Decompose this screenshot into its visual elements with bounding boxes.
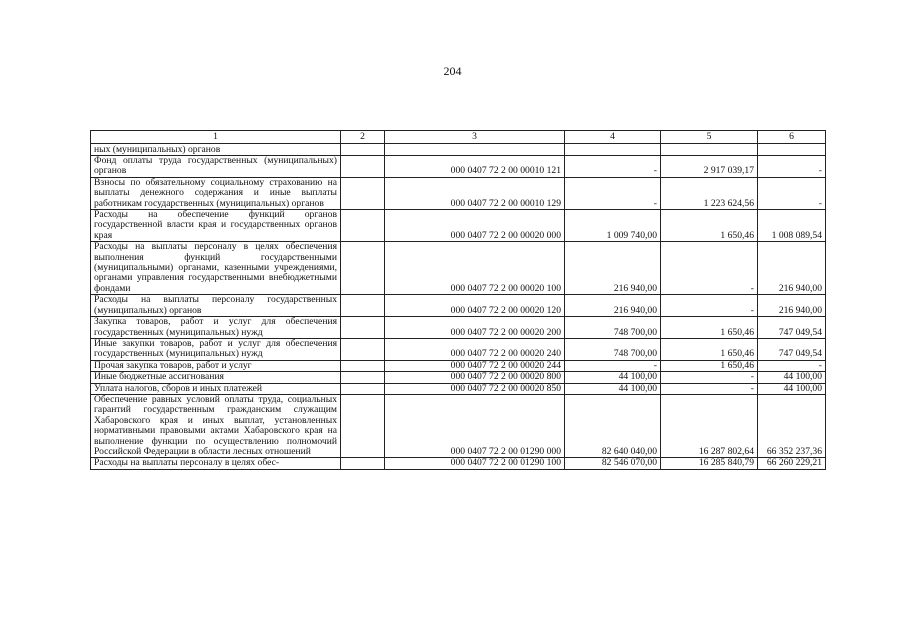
table-row xyxy=(91,372,826,383)
row-name: Расходы на выплаты персоналу в целях обеспечения выполнения функций государственными (муниципальными) органами, казенными учреждениями, органами управления государственными внебюджетными фондами xyxy=(91,242,341,295)
row-value-4: 44 100,00 xyxy=(565,372,661,383)
row-value-6: 66 260 229,21 xyxy=(758,458,826,469)
row-name: ных (муниципальных) органов xyxy=(91,144,341,156)
row-code: 000 0407 72 2 00 00020 100 xyxy=(385,242,565,295)
row-name: Уплата налогов, сборов и иных платежей xyxy=(91,383,341,394)
row-code: 000 0407 72 2 00 00020 800 xyxy=(385,372,565,383)
table-row xyxy=(91,317,826,339)
column-header-1: 1 xyxy=(91,131,341,144)
row-value-6: - xyxy=(758,177,826,209)
row-code: 000 0407 72 2 00 00020 000 xyxy=(385,210,565,242)
column-header-4: 4 xyxy=(565,131,661,144)
row-name: Иные закупки товаров, работ и услуг для обеспечения государственных (муниципальных) нужд xyxy=(91,338,341,360)
row-value-5: 1 650,46 xyxy=(661,210,758,242)
table-row xyxy=(91,458,826,469)
row-code: 000 0407 72 2 00 00010 129 xyxy=(385,177,565,209)
row-col2 xyxy=(341,394,385,457)
table-row xyxy=(91,156,826,178)
row-value-4: 748 700,00 xyxy=(565,338,661,360)
row-value-6 xyxy=(758,144,826,156)
table-row xyxy=(91,144,826,156)
row-value-6: 747 049,54 xyxy=(758,338,826,360)
row-code: 000 0407 72 2 00 01290 000 xyxy=(385,394,565,457)
row-value-4: - xyxy=(565,177,661,209)
row-value-4: 82 546 070,00 xyxy=(565,458,661,469)
table-row xyxy=(91,177,826,209)
row-value-5: 16 285 840,79 xyxy=(661,458,758,469)
table-row xyxy=(91,360,826,371)
row-value-5: 1 223 624,56 xyxy=(661,177,758,209)
row-col2 xyxy=(341,458,385,469)
row-value-4: 216 940,00 xyxy=(565,295,661,317)
row-col2 xyxy=(341,144,385,156)
row-value-4 xyxy=(565,144,661,156)
row-col2 xyxy=(341,156,385,178)
row-code xyxy=(385,144,565,156)
table-row xyxy=(91,295,826,317)
row-name: Расходы на выплаты персоналу в целях обес- xyxy=(91,458,341,469)
row-value-5: 1 650,46 xyxy=(661,317,758,339)
row-code: 000 0407 72 2 00 00020 850 xyxy=(385,383,565,394)
row-value-5: - xyxy=(661,242,758,295)
row-name: Расходы на выплаты персоналу государственных (муниципальных) органов xyxy=(91,295,341,317)
table-row xyxy=(91,210,826,242)
budget-table xyxy=(90,130,826,470)
row-col2 xyxy=(341,295,385,317)
row-name: Прочая закупка товаров, работ и услуг xyxy=(91,360,341,371)
row-col2 xyxy=(341,177,385,209)
row-value-4: 216 940,00 xyxy=(565,242,661,295)
column-header-5: 5 xyxy=(661,131,758,144)
row-col2 xyxy=(341,360,385,371)
row-value-6: 216 940,00 xyxy=(758,295,826,317)
row-col2 xyxy=(341,210,385,242)
row-code: 000 0407 72 2 00 00020 244 xyxy=(385,360,565,371)
row-code: 000 0407 72 2 00 01290 100 xyxy=(385,458,565,469)
row-value-6: 44 100,00 xyxy=(758,383,826,394)
row-name: Иные бюджетные ассигнования xyxy=(91,372,341,383)
table-row xyxy=(91,394,826,457)
row-value-5: 1 650,46 xyxy=(661,360,758,371)
page-number: 204 xyxy=(443,64,462,78)
row-col2 xyxy=(341,372,385,383)
column-header-2: 2 xyxy=(341,131,385,144)
row-code: 000 0407 72 2 00 00020 120 xyxy=(385,295,565,317)
row-value-5: 2 917 039,17 xyxy=(661,156,758,178)
row-name: Расходы на обеспечение функций органов государственной власти края и государственных органов края xyxy=(91,210,341,242)
table-row xyxy=(91,242,826,295)
row-code: 000 0407 72 2 00 00010 121 xyxy=(385,156,565,178)
row-value-6: 1 008 089,54 xyxy=(758,210,826,242)
row-value-5 xyxy=(661,144,758,156)
row-value-4: - xyxy=(565,156,661,178)
header-row xyxy=(91,131,826,144)
row-name: Закупка товаров, работ и услуг для обеспечения государственных (муниципальных) нужд xyxy=(91,317,341,339)
row-value-5: 16 287 802,64 xyxy=(661,394,758,457)
row-col2 xyxy=(341,338,385,360)
row-value-6: 44 100,00 xyxy=(758,372,826,383)
row-value-6: - xyxy=(758,360,826,371)
row-value-4: - xyxy=(565,360,661,371)
table-row xyxy=(91,338,826,360)
row-col2 xyxy=(341,242,385,295)
column-header-6: 6 xyxy=(758,131,826,144)
row-value-4: 82 640 040,00 xyxy=(565,394,661,457)
row-value-4: 44 100,00 xyxy=(565,383,661,394)
row-value-4: 748 700,00 xyxy=(565,317,661,339)
row-name: Взносы по обязательному социальному страхованию на выплаты денежного содержания и иные выплаты работникам государственных (муниципальных) органов xyxy=(91,177,341,209)
table-row xyxy=(91,383,826,394)
column-header-3: 3 xyxy=(385,131,565,144)
row-value-4: 1 009 740,00 xyxy=(565,210,661,242)
row-value-6: 747 049,54 xyxy=(758,317,826,339)
row-code: 000 0407 72 2 00 00020 200 xyxy=(385,317,565,339)
row-name: Обеспечение равных условий оплаты труда, социальных гарантий государственным гражданским служащим Хабаровского края и иных выплат, установленных нормативными правовыми актами Хабаровского края на выполнение функции по осуществлению полномочий Российской Федерации в области лесных отношений xyxy=(91,394,341,457)
row-value-6: 66 352 237,36 xyxy=(758,394,826,457)
row-col2 xyxy=(341,317,385,339)
row-value-5: - xyxy=(661,372,758,383)
row-name: Фонд оплаты труда государственных (муниципальных) органов xyxy=(91,156,341,178)
row-code: 000 0407 72 2 00 00020 240 xyxy=(385,338,565,360)
row-value-6: 216 940,00 xyxy=(758,242,826,295)
row-value-5: - xyxy=(661,383,758,394)
row-value-5: 1 650,46 xyxy=(661,338,758,360)
row-col2 xyxy=(341,383,385,394)
row-value-5: - xyxy=(661,295,758,317)
row-value-6: - xyxy=(758,156,826,178)
